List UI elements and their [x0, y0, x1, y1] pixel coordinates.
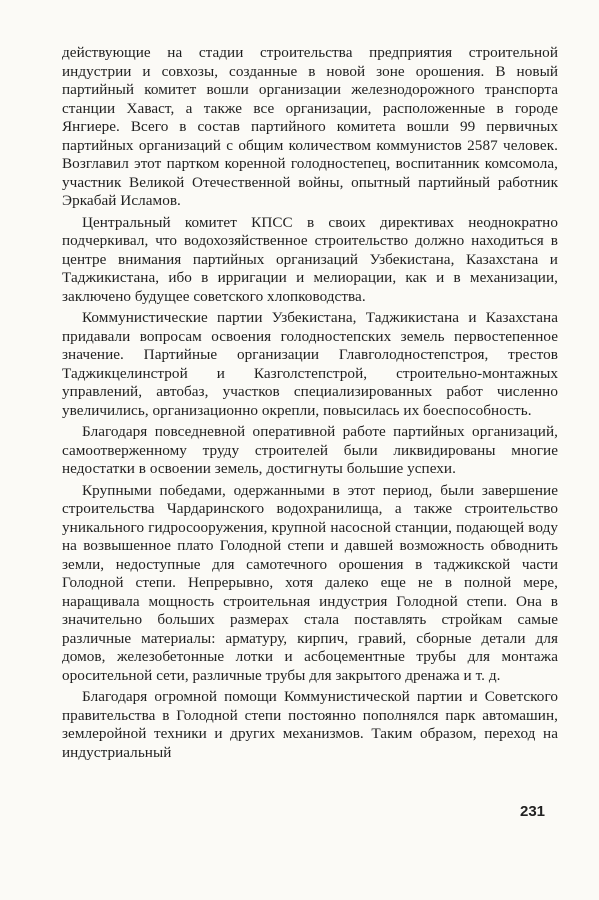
body-text: [62, 44, 558, 762]
paragraph: Крупными победами, одержанными в этот период, были завершение строительства Чардаринского водохранилища, а также строительство уникального гидросооружения, крупной насосной станции, подающей воду на возвышенное плато Голодной степи и давшей возможность обводнить земли, недоступные для самотечного орошения в таджикской части Голодной степи. Непрерывно, хотя далеко еще не в полной мере, наращивала мощность строительная индустрия Голодной степи. Она в значительно больших размерах стала поставлять стройкам самые различные материалы: арматуру, кирпич, гравий, сборные детали для домов, железобетонные лотки и асбоцементные трубы для монтажа оросительной сети, различные трубы для закрытого дренажа и т. д.: [62, 481, 558, 684]
paragraph: Благодаря повседневной оперативной работе партийных организаций, самоотверженному труду строителей были ликвидированы многие недостатки в освоении земель, достигнуты большие успехи.: [62, 423, 558, 477]
paragraph: Центральный комитет КПСС в своих директивах неоднократно подчеркивал, что водохозяйственное строительство должно находиться в центре внимания партийных организаций Узбекистана, Казахстана и Таджикистана, ибо в ирригации и мелиорации, как и в механизации, заключено будущее советского хлопководства.: [62, 213, 558, 305]
page-number: 231: [520, 803, 546, 820]
paragraph: Коммунистические партии Узбекистана, Таджикистана и Казахстана придавали вопросам освоения голодностепских земель первостепенное значение. Партийные организации Главголодностепстроя, трестов Таджикцелинстрой и Казголстепстрой, строительно-монтажных управлений, автобаз, участков специализированных работ численно увеличились, организационно окрепли, повысилась их боеспособность.: [62, 309, 558, 419]
paragraph: действующие на стадии строительства предприятия строительной индустрии и совхозы, созданные в новой зоне орошения. В новый партийный комитет вошли организации железнодорожного транспорта станции Хаваст, а также все организации, расположенные в городе Янгиере. Всего в состав партийного комитета вошли 99 первичных партийных организаций с общим количеством коммунистов 2587 человек. Возглавил этот партком коренной голодностепец, воспитанник комсомола, участник Великой Отечественной войны, опытный партийный работник Эркабай Исламов.: [62, 44, 558, 209]
paragraph: Благодаря огромной помощи Коммунистической партии и Советского правительства в Голодной степи постоянно пополнялся парк автомашин, землеройной техники и других механизмов. Таким образом, переход на индустриальный: [62, 688, 558, 761]
